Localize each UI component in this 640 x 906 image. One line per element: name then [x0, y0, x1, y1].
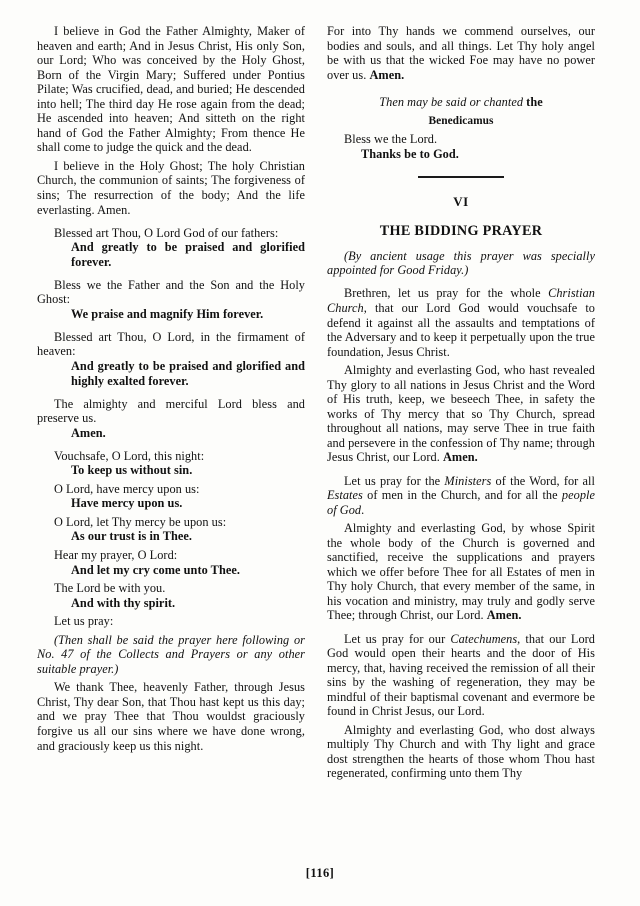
benedicamus-versicle: Bless we the Lord.	[344, 132, 438, 147]
bidding-3-italic-catechumens: Catechumens	[450, 631, 518, 646]
versicle-5: O Lord, have mercy upon us:	[54, 481, 200, 496]
bidding-3-text-a: Let us pray for our	[344, 631, 451, 646]
rubric-benedicamus-text: Then may be said or chanted	[379, 95, 527, 110]
bidding-1-text-b: , that our Lord God would vouchsafe to defend it against all the assaults and temptations of the Adversary and to keep it perpetually upon the true foundation, Jesus Christ.	[327, 301, 595, 359]
versicle-3: Blessed art Thou, O Lord, in the firmament of heaven:	[37, 329, 305, 359]
left-text-column	[37, 24, 305, 753]
versicle-2: Bless we the Father and the Son and the Holy Ghost:	[37, 277, 305, 307]
response-8: And with thy spirit.	[71, 595, 176, 610]
paragraph-bidding-1	[327, 286, 595, 359]
bidding-2-text-a: Let us pray for the	[344, 473, 445, 488]
benediction-versicle: The almighty and merciful Lord bless and preserve us.	[37, 396, 305, 426]
spacer	[37, 388, 305, 397]
spacer	[327, 82, 595, 95]
bidding-1-italic-christian-church: Christian Church	[327, 286, 595, 316]
paragraph-evening-prayer: We thank Thee, heavenly Father, through Jesus Christ, Thy dear Son, that Thou hast kept us this day; and we pray Thee that Thou wouldst graciously forgive us all our sins where we have done wrong, and graciously keep us this night.	[37, 680, 305, 753]
paragraph-apostles-creed-part1: I believe in God the Father Almighty, Maker of heaven and earth; And in Jesus Christ, His only Son, our Lord; Who was conceived by the Holy Ghost, Born of the Virgin Mary; Suffered under Pontius Pilate; Was crucified, dead, and buried; He descended into hell; The third day He rose again from the dead; He ascended into heaven; And sitteth on the right hand of God the Father Almighty; From thence He shall come to judge the quick and the dead.	[37, 24, 305, 155]
bidding-2-italic-estates: Estates	[327, 488, 363, 503]
paragraph-prayer-3-truncated: Almighty and everlasting God, who dost always multiply Thy Church and with Thy light and grace dost strengthen the hearts of those whom Thou hast regenerated, confirming unto them Thy	[327, 722, 595, 781]
paragraph-apostles-creed-part2: I believe in the Holy Ghost; The holy Christian Church, the communion of saints; The forgiveness of sins; The resurrection of the body; And the life everlasting. Amen.	[37, 158, 305, 217]
heading-benedicamus: Benedicamus	[428, 114, 494, 127]
spacer	[327, 240, 595, 249]
spacer	[37, 440, 305, 449]
evening-prayer-amen: Amen.	[369, 67, 405, 82]
spacer	[327, 278, 595, 287]
bidding-2-text-d: .	[361, 502, 365, 517]
prayer-2-text: Almighty and everlasting God, by whose Spirit the whole body of the Church is governed and sanctified, receive the supplications and prayers which we offer before Thee for all Estates of men in Thy holy Church, that every member of the same, in his vocation and ministry, may truly and godly serve Thee; through Christ, our Lord.	[327, 521, 595, 623]
response-6: As our trust is in Thee.	[71, 529, 192, 544]
bidding-1-text-a: Brethren, let us pray for the whole	[344, 286, 549, 301]
versicle-1: Blessed art Thou, O Lord God of our fathers:	[54, 225, 279, 240]
bidding-2-text-c: of men in the Church, and for all the	[362, 488, 562, 503]
prayer-1-amen: Amen.	[442, 450, 478, 465]
prayer-1-text: Almighty and everlasting God, who hast revealed Thy glory to all nations in Jesus Christ and the Word of His truth, keep, we beseech Thee, in safety the works of Thy mercy that so Thy Church, spread throughout all nations, may serve Thee in true faith and persevere in the confession of Thy name; through Jesus Christ, our Lord.	[327, 363, 595, 465]
section-title: THE BIDDING PRAYER	[379, 223, 543, 240]
page-number-folio: [116]	[305, 866, 335, 880]
prayer-2-amen: Amen.	[486, 608, 522, 623]
paragraph-evening-prayer-continued	[327, 24, 595, 82]
benedicamus-response: Thanks be to God.	[361, 146, 459, 161]
right-text-column	[327, 24, 595, 781]
two-column-body	[0, 24, 640, 854]
versicle-7: Hear my prayer, O Lord:	[54, 548, 178, 562]
versicle-6: O Lord, let Thy mercy be upon us:	[54, 514, 227, 529]
versicle-8: The Lord be with you.	[54, 581, 166, 596]
response-4: To keep us without sin.	[71, 463, 193, 478]
paragraph-prayer-1	[327, 363, 595, 465]
rubric-benedicamus-lead-in	[327, 95, 595, 110]
bidding-2-italic-people-of-god: people of God	[327, 488, 595, 517]
versicle-4: Vouchsafe, O Lord, this night:	[54, 448, 205, 463]
paragraph-prayer-2	[327, 521, 595, 623]
paragraph-bidding-3	[327, 632, 595, 719]
bidding-2-italic-ministers: Ministers	[444, 473, 492, 488]
spacer	[37, 269, 305, 278]
spacer	[327, 465, 595, 474]
response-2: We praise and magnify Him forever.	[71, 306, 264, 321]
response-7: And let my cry come unto Thee.	[71, 562, 240, 577]
rubric-collects-note: (Then shall be said the prayer here following or No. 47 of the Collects and Prayers or any other suitable prayer.)	[37, 632, 305, 676]
rubric-benedicamus-the: the	[526, 95, 543, 110]
section-number: VI	[453, 194, 469, 210]
response-1: And greatly to be praised and glorified forever.	[71, 240, 305, 269]
section-divider-rule	[418, 176, 504, 178]
bidding-3-text-b: , that our Lord God would open their hearts and the door of His mercy, that, having received the remission of all their sins by the washing of regeneration, they may be mindful of their baptismal covenant and evermore be found in Christ Jesus, our Lord.	[327, 631, 595, 719]
bidding-2-text-b: of the Word, for all	[491, 473, 595, 488]
benediction-response: Amen.	[71, 425, 106, 440]
spacer	[37, 217, 305, 226]
response-5: Have mercy upon us.	[71, 496, 183, 511]
rubric-bidding-prayer-note: (By ancient usage this prayer was specially appointed for Good Friday.)	[327, 248, 595, 278]
spacer	[37, 321, 305, 330]
let-us-pray-cue: Let us pray:	[54, 614, 114, 629]
evening-prayer-continued-text: For into Thy hands we commend ourselves, our bodies and souls, and all things. Let Thy holy angel be with us that the wicked Foe may have no power over us.	[327, 24, 595, 82]
response-3: And greatly to be praised and glorified and highly exalted forever.	[71, 358, 305, 388]
spacer	[327, 623, 595, 632]
paragraph-bidding-2	[327, 474, 595, 518]
